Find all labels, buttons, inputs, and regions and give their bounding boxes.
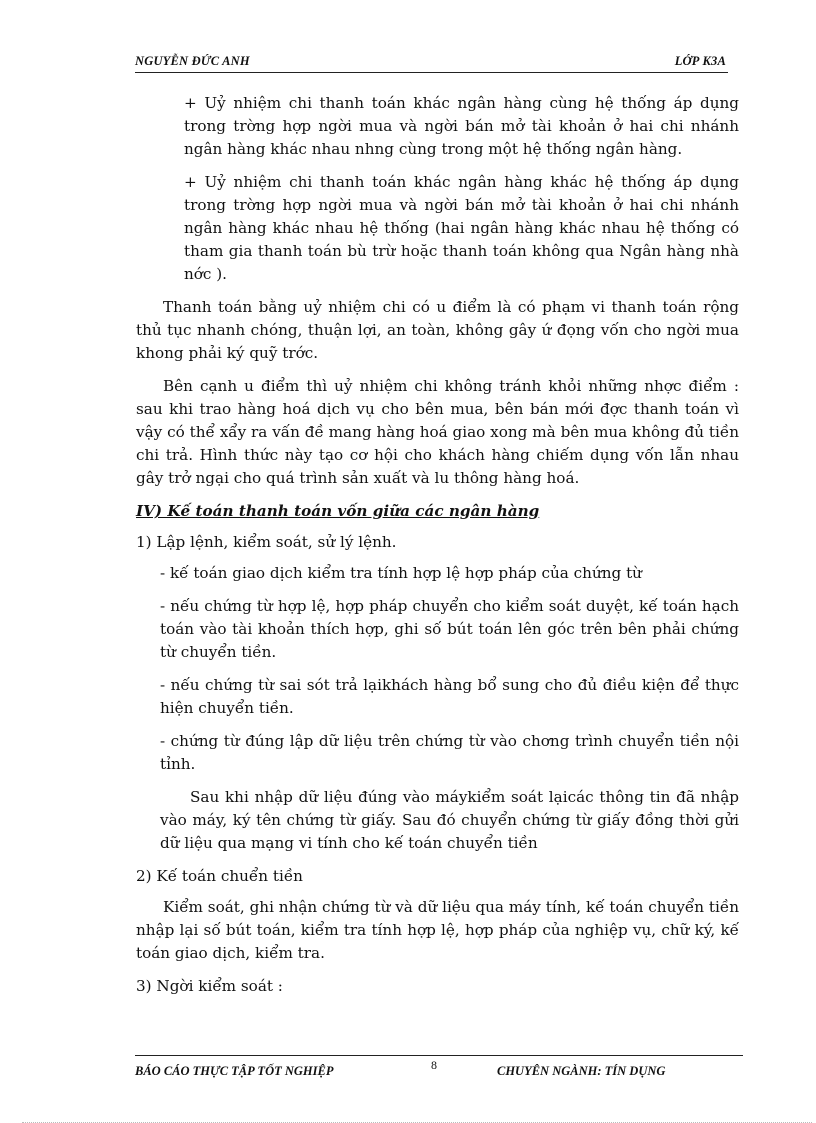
list-item-1: 1) Lập lệnh, kiểm soát, sử lý lệnh. [136, 533, 397, 551]
dash-item-3: - nếu chứng từ sai sót trả lạikhách hàng bổ sung cho đủ điều kiện để thực hiện chuyển tiền. [160, 676, 739, 717]
footer-report-title: BÁO CÁO THỰC TẬP TỐT NGHIỆP [135, 1064, 334, 1078]
page-footer [135, 1055, 743, 1078]
paragraph-same-system: + Uỷ nhiệm chi thanh toán khác ngân hàng cùng hệ thống áp dụng trong trờng hợp ngời mua và ngời bán mở tài khoản ở hai chi nhánh ngân hàng khác nhau nhng cùng trong một hệ thống ngân hàng. [184, 94, 739, 158]
footer-major: CHUYÊN NGÀNH: TÍN DỤNG [497, 1064, 666, 1078]
paragraph-after-entry: Sau khi nhập dữ liệu đúng vào máykiểm soát lạicác thông tin đã nhập vào máy, ký tên chứng từ giấy. Sau đó chuyển chứng từ giấy đồng thời gửi dữ liệu qua mạng vi tính cho kế toán chuyển tiền [160, 788, 739, 852]
page-header [135, 50, 728, 73]
paragraph-disadvantages: Bên cạnh u điểm thì uỷ nhiệm chi không tránh khỏi những nhợc điểm : sau khi trao hàng hoá dịch vụ cho bên mua, bên bán mới đợc thanh toán vì vậy có thể xẩy ra vấn đề mang hàng hoá giao xong mà bên mua không đủ tiền chi trả. Hình thức này tạo cơ hội cho khách hàng chiếm dụng vốn lẫn nhau gây trở ngại cho quá trình sản xuất và lu thông hàng hoá. [136, 377, 739, 487]
page-number: 8 [431, 1058, 437, 1072]
header-class: LỚP K3A [674, 54, 726, 68]
paragraph-advantages: Thanh toán bằng uỷ nhiệm chi có u điểm là có phạm vi thanh toán rộng thủ tục nhanh chóng, thuận lợi, an toàn, không gây ứ đọng vốn cho ngời mua khong phải ký quỹ trớc. [136, 298, 739, 362]
list-item-3: 3) Ngời kiểm soát : [136, 977, 283, 995]
dash-item-1: - kế toán giao dịch kiểm tra tính hợp lệ hợp pháp của chứng từ [160, 564, 642, 582]
dash-item-2: - nếu chứng từ hợp lệ, hợp pháp chuyển cho kiểm soát duyệt, kế toán hạch toán vào tài khoản thích hợp, ghi số bút toán lên góc trên bên phải chứng từ chuyển tiền. [160, 597, 739, 661]
dash-item-4: - chứng từ đúng lập dữ liệu trên chứng từ vào chơng trình chuyển tiền nội tỉnh. [160, 732, 739, 773]
paragraph-transfer-accounting: Kiểm soát, ghi nhận chứng từ và dữ liệu qua máy tính, kế toán chuyển tiền nhập lại số bút toán, kiểm tra tính hợp lệ, hợp pháp của nghiệp vụ, chữ ký, kế toán giao dịch, kiểm tra. [136, 898, 739, 962]
list-item-2: 2) Kế toán chuển tiền [136, 867, 303, 885]
section-heading: IV) Kế toán thanh toán vốn giữa các ngân hàng [136, 502, 540, 520]
page-body [136, 92, 739, 1006]
paragraph-different-system: + Uỷ nhiệm chi thanh toán khác ngân hàng khác hệ thống áp dụng trong trờng hợp ngời mua và ngời bán mở tài khoản ở hai chi nhánh ngân hàng khác nhau hệ thống (hai ngân hàng khác nhau hệ thống có tham gia thanh toán bù trừ hoặc thanh toán không qua Ngân hàng nhà nớc ). [184, 173, 739, 283]
header-author: NGUYỄN ĐỨC ANH [135, 54, 250, 68]
